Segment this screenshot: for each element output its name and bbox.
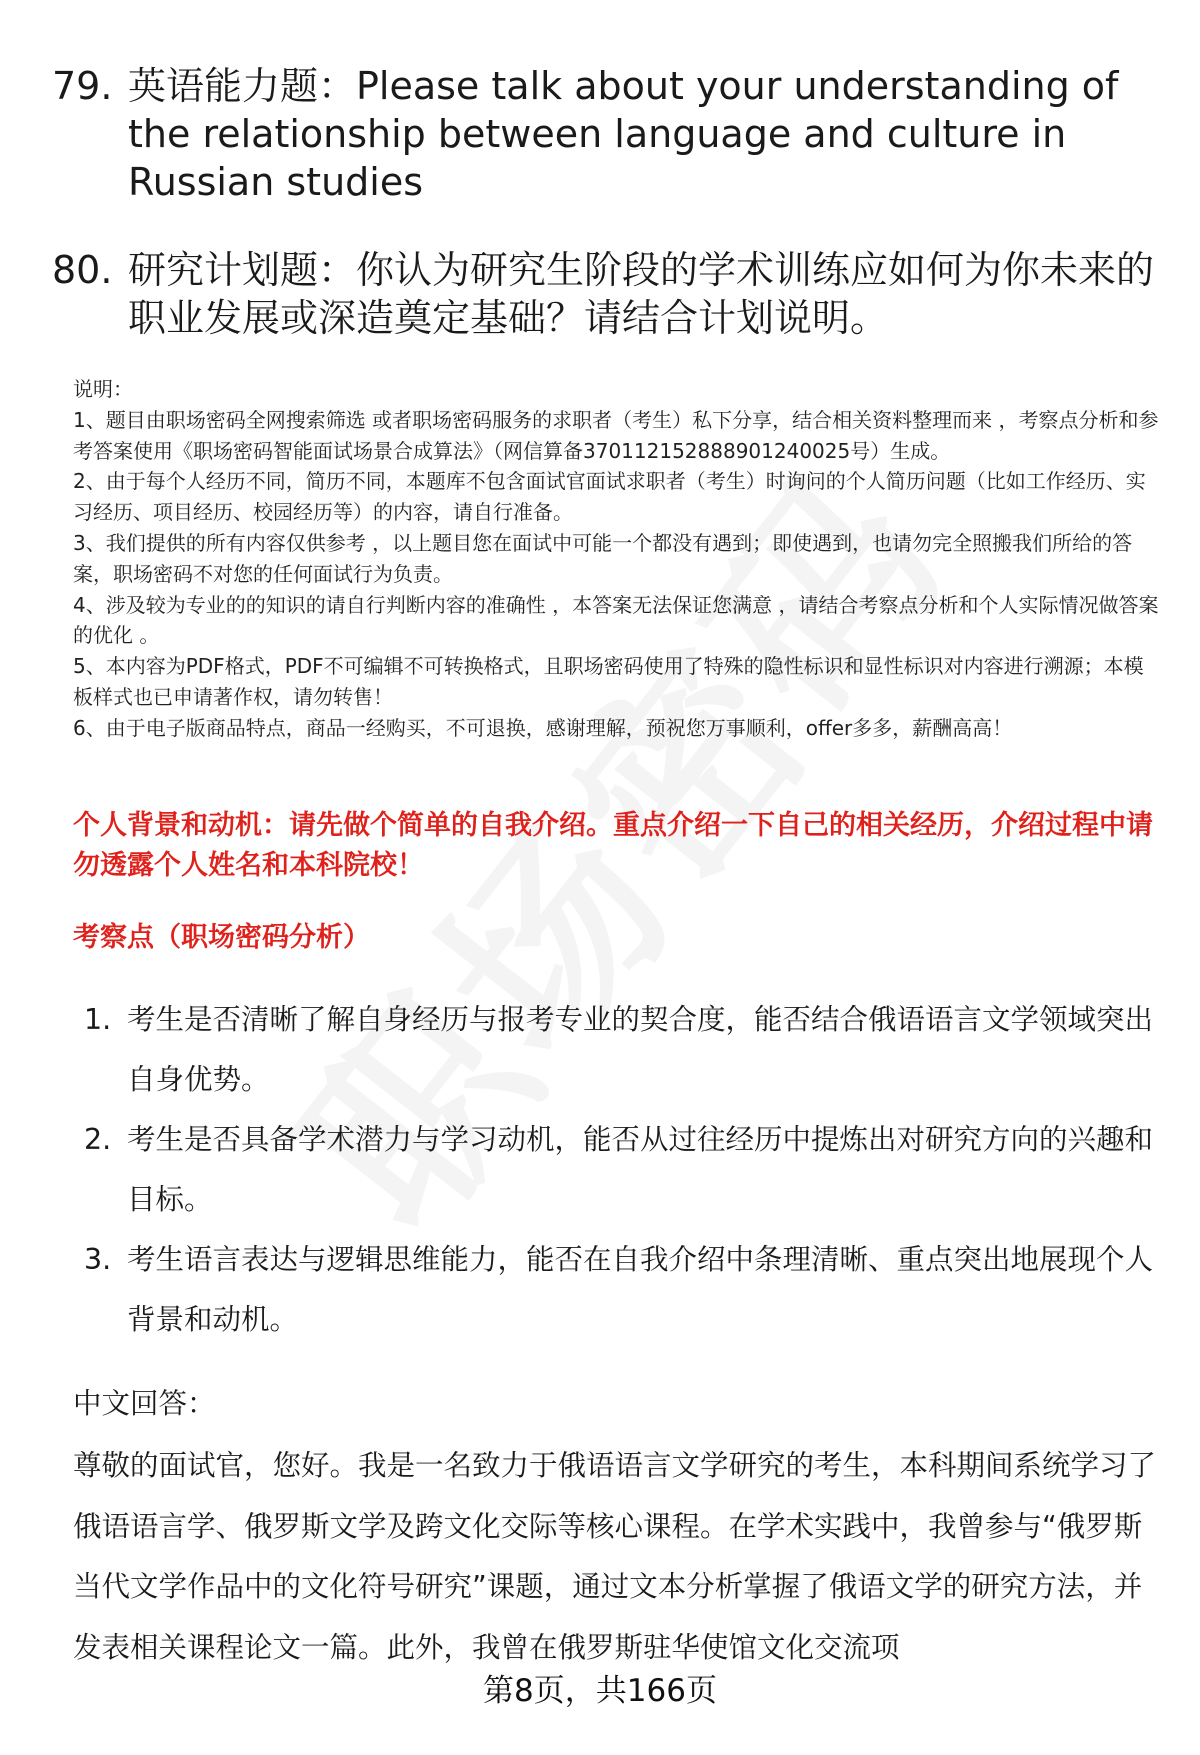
list-item-number: 1. bbox=[84, 1003, 112, 1036]
note-item: 3、我们提供的所有内容仅供参考 ，以上题目您在面试中可能一个都没有遇到；即使遇到，也请勿完全照搬我们所给的答案，职场密码不对您的任何面试行为负责。 bbox=[73, 530, 1133, 586]
note-item: 5、本内容为PDF格式，PDF不可编辑不可转换格式，且职场密码使用了特殊的隐性标识和显性标识对内容进行溯源；本模板样式也已申请著作权，请勿转售！ bbox=[73, 654, 1144, 709]
question-79 bbox=[52, 62, 1162, 206]
notes-title: 说明： bbox=[73, 377, 133, 401]
motive-heading: 个人背景和动机：请先做个简单的自我介绍。重点介绍一下自己的相关经历，介绍过程中请勿透露个人姓名和本科院校！ bbox=[73, 810, 1153, 881]
question-text: 英语能力题：Please talk about your understanding of the relationship between language and culture in Russian studies bbox=[128, 64, 1119, 204]
exam-points-list bbox=[84, 990, 1164, 1350]
question-text: 研究计划题：你认为研究生阶段的学术训练应如何为你未来的职业发展或深造奠定基础？请结合计划说明。 bbox=[128, 248, 1155, 340]
list-item-text: 考生是否具备学术潜力与学习动机，能否从过往经历中提炼出对研究方向的兴趣和目标。 bbox=[127, 1123, 1154, 1216]
note-item: 1、题目由职场密码全网搜索筛选 或者职场密码服务的求职者（考生）私下分享，结合相关资料整理而来 ，考察点分析和参考答案使用《职场密码智能面试场景合成算法》（网信算备370112152888901240025号）生成。 bbox=[73, 407, 1159, 463]
list-item bbox=[84, 1110, 1164, 1230]
question-number: 80. bbox=[52, 248, 113, 292]
notes-block bbox=[73, 374, 1163, 744]
list-item-number: 3. bbox=[84, 1243, 112, 1276]
answer-text: 尊敬的面试官，您好。我是一名致力于俄语语言文学研究的考生，本科期间系统学习了俄语语言学、俄罗斯文学及跨文化交际等核心课程。在学术实践中，我曾参与“俄罗斯当代文学作品中的文化符号研究”课题，通过文本分析掌握了俄语文学的研究方法，并发表相关课程论文一篇。此外，我曾在俄罗斯驻华使馆文化交流项 bbox=[73, 1449, 1157, 1664]
list-item-text: 考生语言表达与逻辑思维能力，能否在自我介绍中条理清晰、重点突出地展现个人背景和动机。 bbox=[127, 1243, 1154, 1336]
page-footer: 第8页，共166页 bbox=[483, 1673, 717, 1709]
exam-points-heading: 考察点（职场密码分析） bbox=[73, 922, 370, 953]
list-item-text: 考生是否清晰了解自身经历与报考专业的契合度，能否结合俄语语言文学领域突出自身优势。 bbox=[127, 1003, 1154, 1096]
note-item: 6、由于电子版商品特点，商品一经购买，不可退换，感谢理解，预祝您万事顺利，offer多多，薪酬高高！ bbox=[73, 715, 1013, 740]
question-number: 79. bbox=[52, 64, 113, 108]
answer-label: 中文回答： bbox=[73, 1387, 216, 1420]
question-80 bbox=[52, 246, 1162, 342]
note-item: 2、由于每个人经历不同，简历不同，本题库不包含面试官面试求职者（考生）时询问的个人简历问题（比如工作经历、实习经历、项目经历、校园经历等）的内容，请自行准备。 bbox=[73, 469, 1146, 525]
list-item bbox=[84, 1230, 1164, 1350]
note-item: 4、涉及较为专业的的知识的请自行判断内容的准确性 ，本答案无法保证您满意 ，请结合考察点分析和个人实际情况做答案的优化 。 bbox=[73, 592, 1159, 648]
list-item bbox=[84, 990, 1164, 1110]
list-item-number: 2. bbox=[84, 1123, 112, 1156]
